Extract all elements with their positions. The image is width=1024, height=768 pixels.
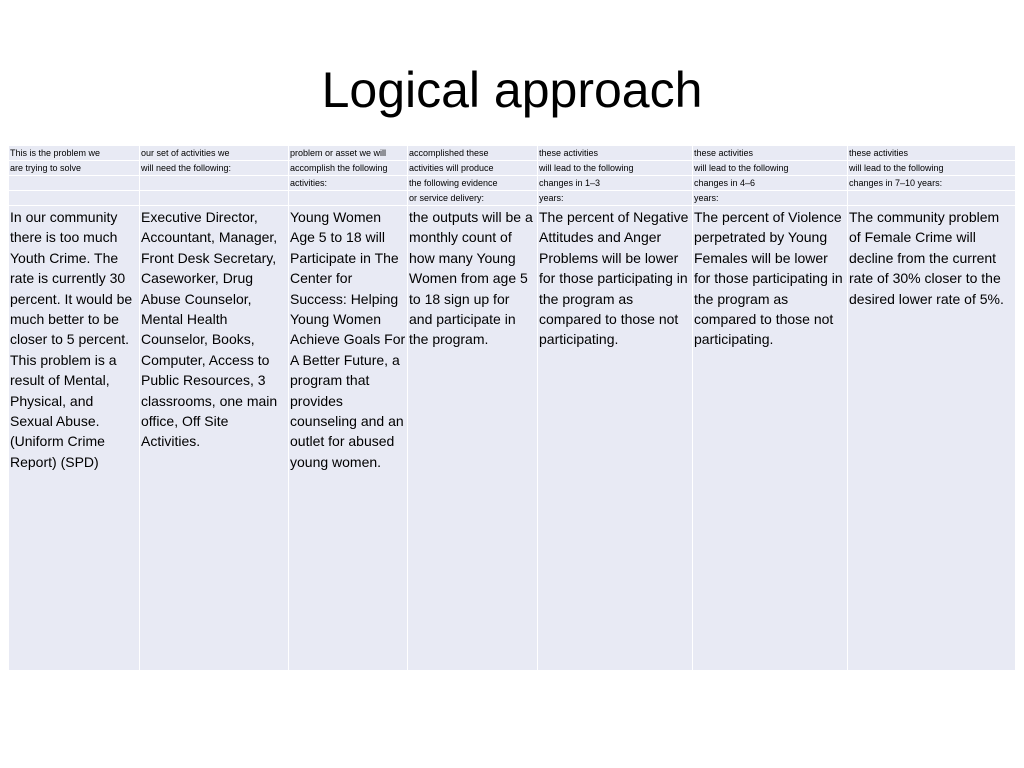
header-cell: the following evidence [408,176,538,191]
header-cell [9,191,140,206]
header-cell: changes in 4–6 [693,176,848,191]
content-cell-long-term: The community problem of Female Crime will decline from the current rate of 30% closer to the desired lower rate of 5%. [848,206,1016,671]
header-cell [848,191,1016,206]
logic-model-table [8,145,1016,671]
header-cell: accomplished these [408,146,538,161]
header-row [9,176,1016,191]
header-cell: years: [693,191,848,206]
content-cell-short-term: The percent of Negative Attitudes and Anger Problems will be lower for those participating in the program as compared to those not participating. [538,206,693,671]
content-cell-mid-term: The percent of Violence perpetrated by Young Females will be lower for those participating in the program as compared to those not participating. [693,206,848,671]
content-cell-resources: Executive Director, Accountant, Manager, Front Desk Secretary, Caseworker, Drug Abuse Counselor, Mental Health Counselor, Books, Computer, Access to Public Resources, 3 classrooms, one main office, Off Site Activities. [140,206,289,671]
header-cell [140,191,289,206]
header-cell: will lead to the following [538,161,693,176]
content-cell-problem: In our community there is too much Youth Crime. The rate is currently 30 percent. It would be much better to be closer to 5 percent. This problem is a result of Mental, Physical, and Sexual Abuse. (Uniform Crime Report) (SPD) [9,206,140,671]
header-row [9,191,1016,206]
slide-title: Logical approach [321,62,703,118]
header-cell: will need the following: [140,161,289,176]
header-cell: activities: [289,176,408,191]
header-cell: changes in 7–10 years: [848,176,1016,191]
header-cell: these activities [848,146,1016,161]
header-cell: or service delivery: [408,191,538,206]
header-cell: these activities [693,146,848,161]
header-cell: This is the problem we [9,146,140,161]
header-cell [140,176,289,191]
header-cell: years: [538,191,693,206]
header-row [9,146,1016,161]
content-cell-outputs: the outputs will be a monthly count of how many Young Women from age 5 to 18 sign up for and participate in the program. [408,206,538,671]
header-cell: these activities [538,146,693,161]
header-cell: will lead to the following [693,161,848,176]
header-cell: our set of activities we [140,146,289,161]
header-cell [9,176,140,191]
header-cell: changes in 1–3 [538,176,693,191]
content-row [9,206,1016,671]
header-cell: are trying to solve [9,161,140,176]
header-cell: activities will produce [408,161,538,176]
header-cell: problem or asset we will [289,146,408,161]
header-row [9,161,1016,176]
content-cell-activities: Young Women Age 5 to 18 will Participate in The Center for Success: Helping Young Women Achieve Goals For A Better Future, a program that provides counseling and an outlet for abused young women. [289,206,408,671]
header-cell: will lead to the following [848,161,1016,176]
header-cell [289,191,408,206]
header-cell: accomplish the following [289,161,408,176]
